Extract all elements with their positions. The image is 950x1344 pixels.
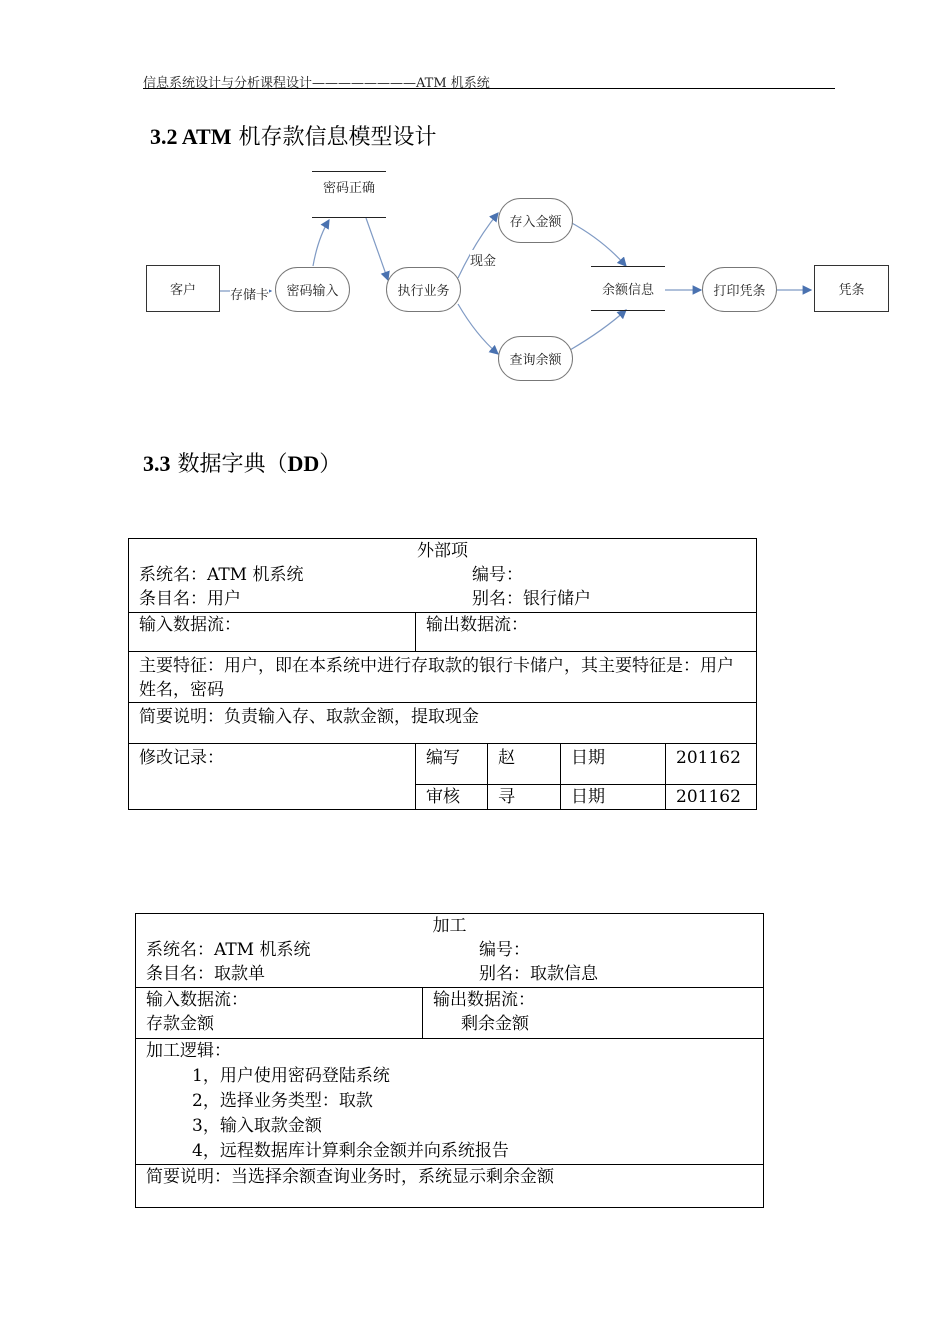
table-row	[129, 652, 757, 703]
table1-description: 简要说明：负责输入存、取款金额，提取现金	[129, 703, 757, 744]
table1-modify-record: 修改记录：	[129, 744, 416, 810]
section-3-3-heading	[143, 447, 341, 478]
section-3-3-dd: DD	[287, 451, 320, 476]
receipt-entity: 凭条	[814, 265, 889, 312]
table1-reviewer: 寻	[488, 785, 561, 810]
data-flow-diagram	[0, 160, 950, 390]
table2-logic-step: 4，远程数据库计算剩余金额并向系统报告	[192, 1141, 509, 1161]
query-balance-process: 查询余额	[498, 336, 573, 381]
dd-process-table	[135, 913, 764, 1208]
arrow-query-to-balance	[570, 310, 626, 350]
deposit-amount-process: 存入金额	[498, 198, 573, 243]
table1-alias: 别名：银行储户	[472, 589, 591, 609]
table-row	[136, 914, 764, 988]
table-row	[129, 539, 757, 613]
section-3-3-close: ）	[319, 452, 342, 477]
section-3-2-number: 3.2 ATM	[150, 124, 232, 149]
running-header: 信息系统设计与分析课程设计————————ATM 机系统	[143, 76, 490, 91]
card-flow-label: 存储卡	[230, 284, 269, 303]
arrow-execute-to-query	[458, 304, 498, 354]
table1-features: 主要特征：用户，即在本系统中进行存取款的银行卡储户，其主要特征是：用户姓名，密码	[129, 652, 757, 703]
arrow-deposit-to-balance	[570, 222, 626, 266]
table1-number: 编号：	[472, 565, 523, 585]
table2-alias: 别名：取款信息	[479, 964, 598, 984]
section-3-3-title: 数据字典（	[170, 452, 288, 477]
table1-date2-value: 201162	[666, 785, 757, 810]
table-row	[129, 744, 757, 785]
password-correct-label: 密码正确	[322, 181, 375, 196]
table-cell	[136, 1039, 764, 1165]
table2-item-name: 条目名：取款单	[146, 964, 265, 984]
flow-arrows	[0, 160, 950, 390]
table-row	[129, 613, 757, 652]
table2-number: 编号：	[479, 940, 530, 960]
table1-item-name: 条目名：用户	[139, 589, 241, 609]
customer-entity: 客户	[146, 265, 220, 312]
arrow-password-to-correct	[313, 220, 329, 266]
table2-logic-title: 加工逻辑：	[146, 1041, 231, 1061]
table1-date1-label: 日期	[561, 744, 666, 785]
table2-output-flow-label: 输出数据流：	[433, 990, 535, 1010]
cash-flow-label: 现金	[470, 250, 496, 269]
section-3-3-number: 3.3	[143, 451, 171, 476]
section-3-2-heading	[150, 120, 436, 151]
table1-input-flow: 输入数据流：	[129, 613, 416, 652]
table-row	[136, 1165, 764, 1208]
table1-title: 外部项	[417, 541, 469, 561]
table1-output-flow: 输出数据流：	[416, 613, 757, 652]
table1-date2-label: 日期	[561, 785, 666, 810]
table1-writer: 赵	[488, 744, 561, 785]
balance-info-store: 余额信息	[591, 266, 665, 311]
table-cell	[129, 539, 757, 613]
table2-system-name: 系统名：ATM 机系统	[146, 940, 311, 960]
execute-business-process: 执行业务	[386, 267, 461, 312]
table2-title: 加工	[432, 916, 467, 936]
table-cell	[423, 988, 764, 1039]
print-receipt-process: 打印凭条	[702, 267, 777, 312]
header-rule	[143, 88, 835, 89]
table1-write-label: 编写	[416, 744, 488, 785]
table-row	[129, 703, 757, 744]
table2-output-flow-value: 剩余金额	[461, 1014, 529, 1034]
table-row	[136, 1039, 764, 1165]
table2-logic-step: 2，选择业务类型：取款	[192, 1091, 373, 1111]
table-cell	[136, 988, 423, 1039]
section-3-2-title: 机存款信息模型设计	[231, 125, 437, 150]
table2-logic-step: 3，输入取款金额	[192, 1116, 322, 1136]
table2-input-flow-label: 输入数据流：	[146, 990, 248, 1010]
table-cell	[136, 914, 764, 988]
table-row	[136, 988, 764, 1039]
password-input-process: 密码输入	[275, 267, 350, 312]
table1-date1-value: 201162	[666, 744, 757, 785]
table2-description: 简要说明：当选择余额查询业务时，系统显示剩余金额	[136, 1165, 764, 1208]
table1-review-label: 审核	[416, 785, 488, 810]
arrow-correct-to-execute	[366, 218, 388, 280]
password-correct-store	[312, 171, 386, 218]
table1-system-name: 系统名：ATM 机系统	[139, 565, 304, 585]
table2-logic-step: 1，用户使用密码登陆系统	[192, 1066, 390, 1086]
table2-input-flow-value: 存款金额	[146, 1014, 214, 1034]
dd-external-entity-table	[128, 538, 757, 810]
